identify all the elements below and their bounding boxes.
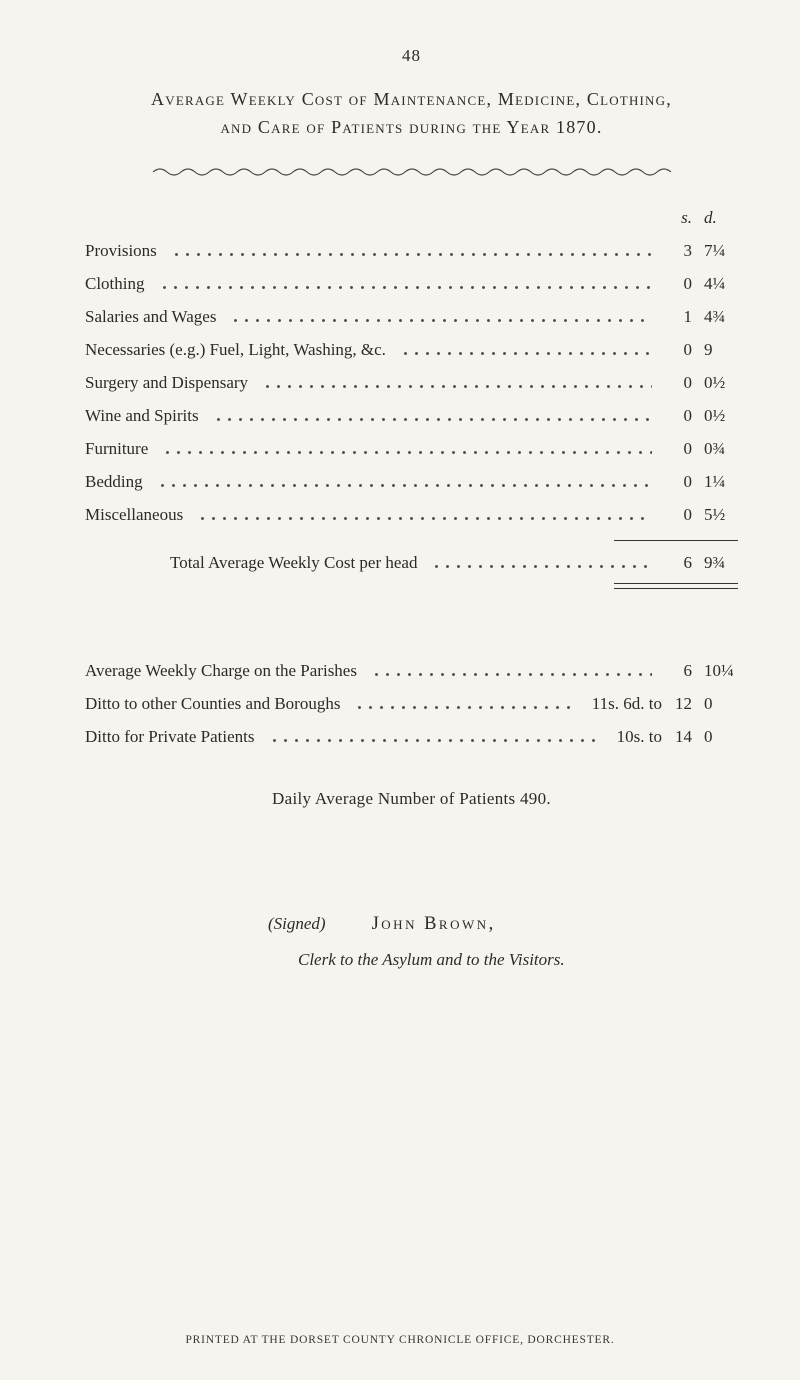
signed-label: (Signed) <box>268 913 326 933</box>
leader-dots <box>260 385 652 388</box>
charge-pence: 0 <box>704 726 713 746</box>
total-pence: 9¾ <box>704 552 726 572</box>
leader-dots <box>352 706 575 709</box>
cost-item-label: Furniture <box>85 438 149 458</box>
cost-row <box>85 307 738 327</box>
cost-item-label: Miscellaneous <box>85 504 184 524</box>
decorative-wavy-divider <box>152 166 672 178</box>
column-headers <box>85 208 738 228</box>
charge-range-prefix: 11s. 6d. to <box>591 693 662 713</box>
total-rule-above <box>614 540 738 541</box>
leader-dots <box>267 739 601 742</box>
cost-item-shillings: 3 <box>683 240 692 260</box>
cost-item-shillings: 0 <box>683 471 692 491</box>
total-row <box>85 553 738 573</box>
charge-row <box>85 727 738 747</box>
cost-item-pence: 9 <box>704 339 713 359</box>
cost-item-shillings: 0 <box>683 438 692 458</box>
leader-dots <box>155 484 652 487</box>
pence-column-header: d. <box>704 207 717 227</box>
leader-dots <box>228 319 652 322</box>
cost-row <box>85 505 738 525</box>
cost-row <box>85 340 738 360</box>
charge-shillings: 12 <box>675 693 692 713</box>
page-title-line1: Average Weekly Cost of Maintenance, Medicine, Clothing, <box>151 89 672 109</box>
cost-item-label: Clothing <box>85 273 145 293</box>
charge-label: Ditto to other Counties and Boroughs <box>85 693 341 713</box>
cost-item-pence: 0½ <box>704 405 726 425</box>
cost-item-shillings: 0 <box>683 273 692 293</box>
cost-item-shillings: 0 <box>683 339 692 359</box>
cost-item-shillings: 0 <box>683 504 692 524</box>
charge-shillings: 14 <box>675 726 692 746</box>
cost-item-pence: 0½ <box>704 372 726 392</box>
cost-item-label: Surgery and Dispensary <box>85 372 249 392</box>
cost-row <box>85 373 738 393</box>
page-title <box>85 86 738 142</box>
page-number: 48 <box>402 46 421 65</box>
cost-table <box>85 241 738 525</box>
charge-label: Ditto for Private Patients <box>85 726 255 746</box>
shillings-column-header: s. <box>681 207 692 227</box>
charges-table <box>85 661 738 747</box>
cost-item-pence: 4¾ <box>704 306 726 326</box>
leader-dots <box>195 517 652 520</box>
charge-row <box>85 694 738 714</box>
cost-item-label: Necessaries (e.g.) Fuel, Light, Washing, &c. <box>85 339 386 359</box>
cost-item-pence: 5½ <box>704 504 726 524</box>
cost-row <box>85 241 738 261</box>
daily-average-line: Daily Average Number of Patients 490. <box>272 788 551 808</box>
leader-dots <box>169 253 652 256</box>
total-label: Total Average Weekly Cost per head <box>170 552 418 572</box>
page-title-line2: and Care of Patients during the Year 1870. <box>220 116 603 137</box>
charge-label: Average Weekly Charge on the Parishes <box>85 660 357 680</box>
leader-dots <box>369 673 652 676</box>
cost-row <box>85 472 738 492</box>
cost-item-pence: 0¾ <box>704 438 726 458</box>
cost-row <box>85 439 738 459</box>
total-rule-below <box>614 583 738 589</box>
cost-item-pence: 7¼ <box>704 240 726 260</box>
cost-item-label: Bedding <box>85 471 143 491</box>
leader-dots <box>429 565 652 568</box>
signed-name: John Brown, <box>371 913 496 934</box>
cost-row <box>85 406 738 426</box>
signed-role: Clerk to the Asylum and to the Visitors. <box>298 949 565 969</box>
leader-dots <box>160 451 652 454</box>
cost-item-label: Salaries and Wages <box>85 306 217 326</box>
charge-row <box>85 661 738 681</box>
leader-dots <box>157 286 652 289</box>
charge-pence: 0 <box>704 693 713 713</box>
leader-dots <box>398 352 652 355</box>
charge-shillings: 6 <box>683 660 692 680</box>
cost-item-label: Provisions <box>85 240 157 260</box>
cost-item-shillings: 0 <box>683 405 692 425</box>
printer-imprint: PRINTED AT THE DORSET COUNTY CHRONICLE OFFICE, DORCHESTER. <box>185 1334 615 1346</box>
cost-item-pence: 1¼ <box>704 471 726 491</box>
cost-item-label: Wine and Spirits <box>85 405 199 425</box>
cost-row <box>85 274 738 294</box>
cost-item-shillings: 1 <box>683 306 692 326</box>
cost-item-shillings: 0 <box>683 372 692 392</box>
cost-item-pence: 4¼ <box>704 273 726 293</box>
charge-range-prefix: 10s. to <box>616 726 662 746</box>
leader-dots <box>211 418 652 421</box>
total-shillings: 6 <box>683 552 692 572</box>
signature-block <box>85 914 738 935</box>
charge-pence: 10¼ <box>704 660 734 680</box>
